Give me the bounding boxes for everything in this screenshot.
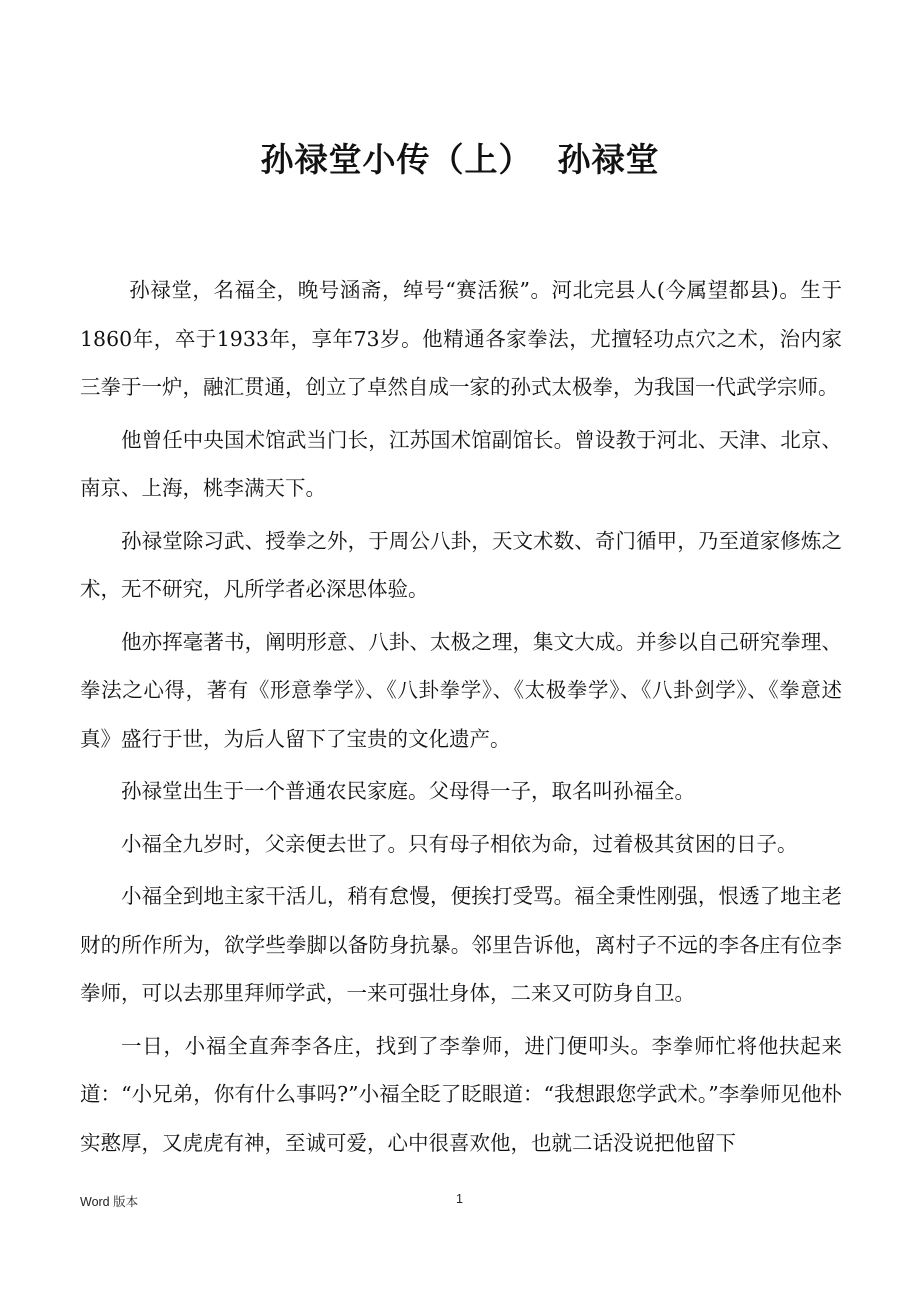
footer-label: Word 版本	[80, 1195, 139, 1209]
page-title: 孙禄堂小传（上） 孙禄堂	[260, 140, 660, 179]
page-number: 1	[456, 1192, 463, 1206]
paragraph-4: 他亦挥毫著书，阐明形意、八卦、太极之理，集文大成。并参以自己研究拳理、拳法之心得，著有《形意拳学》、《八卦拳学》、《太极拳学》、《八卦剑学》、《拳意述真》盛行于世，为后人留下了宝贵的文化遗产。	[80, 629, 842, 751]
document-body	[80, 266, 842, 1171]
paragraph-5: 孙禄堂出生于一个普通农民家庭。父母得一子，取名叫孙福全。	[121, 779, 695, 803]
paragraph-7: 小福全到地主家干活儿，稍有怠慢，便挨打受骂。福全秉性刚强，恨透了地主老财的所作所为，欲学些拳脚以备防身抗暴。邻里告诉他，离村子不远的李各庄有位李拳师，可以去那里拜师学武，一来可强壮身体，二来又可防身自卫。	[80, 884, 842, 1005]
paragraph-2: 他曾任中央国术馆武当门长，江苏国术馆副馆长。曾设教于河北、天津、北京、南京、上海，桃李满天下。	[80, 427, 842, 500]
paragraph-3: 孙禄堂除习武、授拳之外，于周公八卦，天文术数、奇门循甲，乃至道家修炼之术，无不研究，凡所学者必深思体验。	[80, 528, 842, 601]
paragraph-8: 一日，小福全直奔李各庄，找到了李拳师，进门便叩头。李拳师忙将他扶起来道：“小兄弟，你有什么事吗?”小福全眨了眨眼道：“我想跟您学武术。”李拳师见他朴实憨厚，又虎虎有神，至诚可爱，心中很喜欢他，也就二话没说把他留下	[80, 1033, 842, 1155]
paragraph-6: 小福全九岁时，父亲便去世了。只有母子相依为命，过着极其贫困的日子。	[121, 831, 798, 856]
paragraph-1: 孙禄堂，名福全，晚号涵斋，绰号“赛活猴”。河北完县人(今属望都县)。生于1860年，卒于1933年，享年73岁。他精通各家拳法，尤擅轻功点穴之术，治内家三拳于一炉，融汇贯通，创立了卓然自成一家的孙式太极拳，为我国一代武学宗师。	[80, 278, 842, 399]
